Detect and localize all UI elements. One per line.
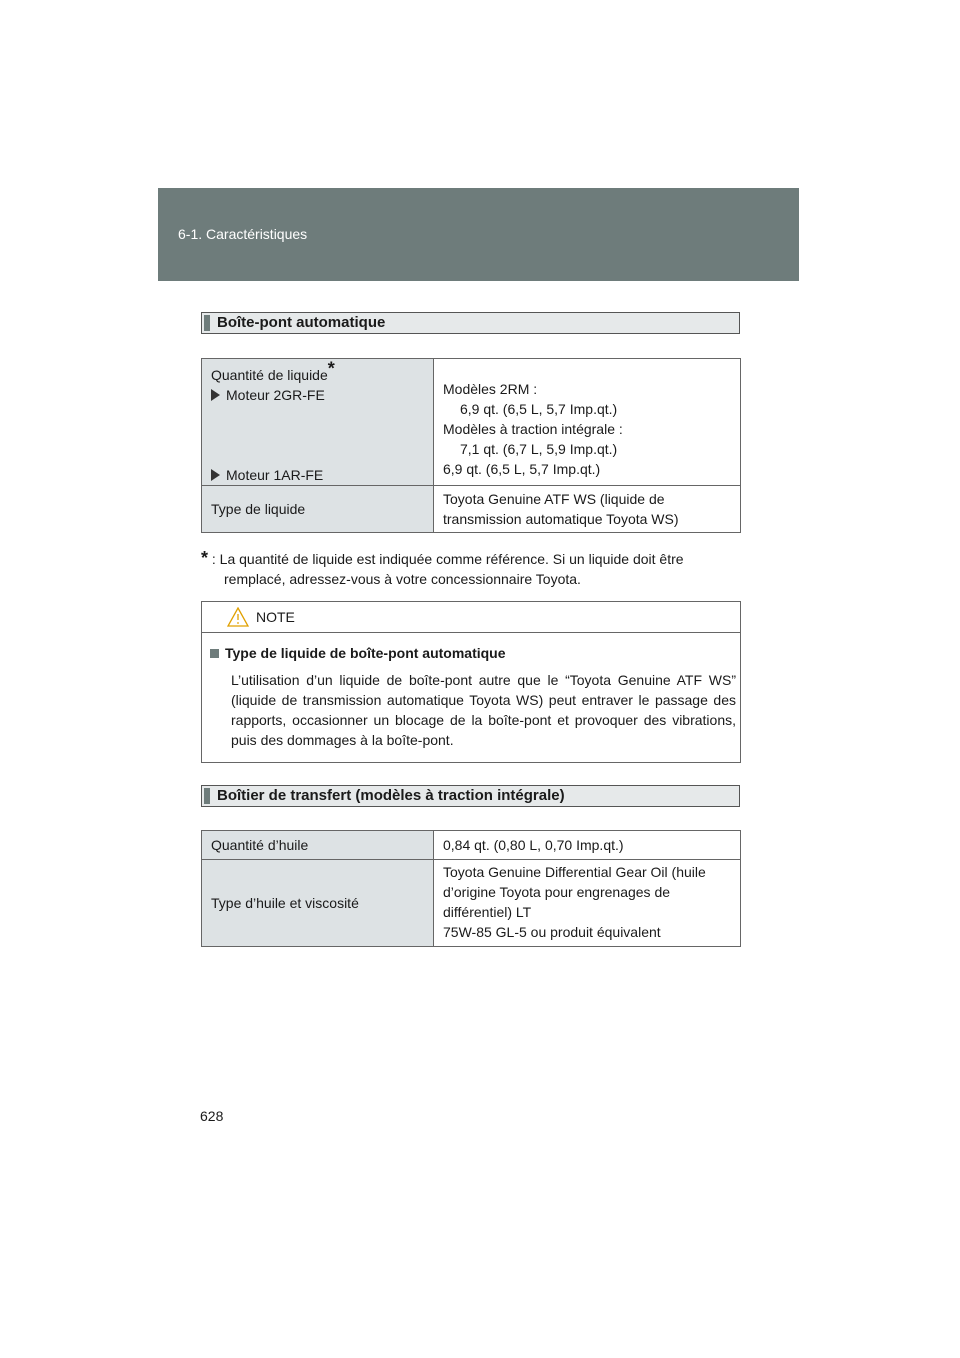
value-line: Toyota Genuine Differential Gear Oil (huile [443,864,706,880]
section-bar [204,788,210,804]
value-line: Modèles à traction intégrale : [443,421,623,437]
value-line: Modèles 2RM : [443,381,538,397]
footnote-star: * [201,548,209,568]
engine-2gr-label [211,385,433,405]
label-cell [202,860,434,947]
section-title-automatic-transaxle [201,312,740,334]
footnote-star: * [327,358,335,379]
note-body: L’utilisation d’un liquide de boîte-pont autre que le “Toyota Genuine ATF WS” (liquide de transmission automatique Toyota WS) peut entraver le passage des rapports, occasionner un blocage de la boîte-pont et provoquer des vibrations, puis des dommages à la boîte-pont. [231,672,736,748]
note-subheading [210,645,506,661]
table-row [202,831,741,860]
table-row [202,486,741,533]
spec-table-automatic-transaxle [201,358,741,533]
table-row [202,359,741,486]
warning-triangle-icon [227,607,249,627]
footnote-line: remplacé, adressez-vous à votre concessionnaire Toyota. [224,571,581,587]
value-line: Toyota Genuine ATF WS (liquide de [443,491,665,507]
fluid-capacity-label [211,358,433,385]
value-cell [434,831,741,860]
value-cell [434,486,741,533]
oil-capacity-label: Quantité d’huile [211,837,309,853]
engine-1ar-text: Moteur 1AR-FE [226,467,324,483]
table-row [202,860,741,947]
value-cell [434,860,741,947]
spec-table-transfer-case [201,830,741,947]
note-subheading-text: Type de liquide de boîte-pont automatique [225,645,506,661]
footnote-line: : La quantité de liquide est indiquée comme référence. Si un liquide doit être [211,551,684,567]
arrow-right-icon [211,469,220,481]
section-title-text: Boîte-pont automatique [217,314,386,331]
section-bar [204,315,210,331]
note-header [202,602,740,633]
label-cell [202,831,434,860]
value-line: transmission automatique Toyota WS) [443,511,679,527]
oil-type-label: Type d’huile et viscosité [211,895,359,911]
value-line: différentiel) LT [443,904,532,920]
label-cell [202,359,434,486]
note-box [201,601,741,763]
value-line: 6,9 qt. (6,5 L, 5,7 Imp.qt.) [460,401,618,417]
section-title-text: Boîtier de transfert (modèles à traction intégrale) [217,787,565,804]
oil-capacity-value: 0,84 qt. (0,80 L, 0,70 Imp.qt.) [443,837,624,853]
engine-2gr-text: Moteur 2GR-FE [226,387,325,403]
section-title-transfer-case [201,785,740,807]
engine-1ar-label [211,465,433,485]
square-bullet-icon [210,649,219,658]
footnote [201,548,741,589]
value-line: d’origine Toyota pour engrenages de [443,884,671,900]
page-number: 628 [200,1108,224,1124]
value-cell [434,359,741,486]
fluid-type-label: Type de liquide [211,501,306,517]
value-line: 75W-85 GL-5 ou produit équivalent [443,924,661,940]
header-band [158,188,799,281]
arrow-right-icon [211,389,220,401]
value-line: 7,1 qt. (6,7 L, 5,9 Imp.qt.) [460,441,618,457]
label-cell [202,486,434,533]
fluid-capacity-text: Quantité de liquide [211,367,328,383]
breadcrumb: 6-1. Caractéristiques [178,226,308,242]
value-line: 6,9 qt. (6,5 L, 5,7 Imp.qt.) [443,461,601,477]
note-heading: NOTE [256,609,295,625]
